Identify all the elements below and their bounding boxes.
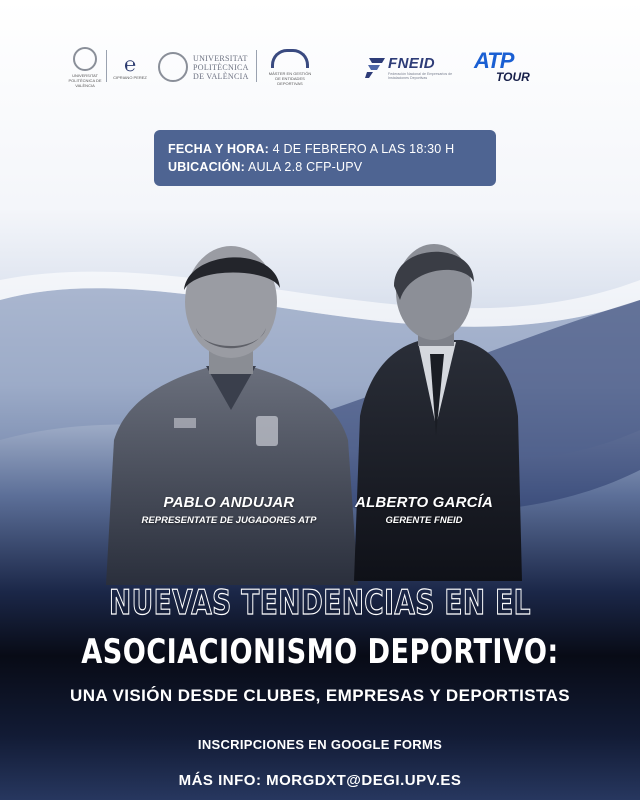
event-subtitle: UNA VISIÓN DESDE CLUBES, EMPRESAS Y DEPORTISTAS — [70, 686, 570, 705]
speaker-1-name: PABLO ANDUJAR — [163, 494, 295, 511]
atp-tour-logo — [474, 44, 546, 90]
upv-crest-big-icon — [158, 52, 188, 82]
speaker-2-photo — [352, 236, 522, 581]
cp-mark-icon: ℮ — [123, 53, 136, 76]
fneid-name: FNEID — [388, 54, 435, 72]
cp-logo — [112, 44, 148, 90]
more-info-text: MÁS INFO: MORGDXT@DEGI.UPV.ES — [178, 772, 462, 789]
master-label: MÁSTER EN GESTIÓN DE ENTIDADES DEPORTIVAS — [268, 70, 312, 86]
speaker-1-photo — [96, 240, 366, 585]
inscriptions-text: INSCRIPCIONES EN GOOGLE FORMS — [197, 737, 443, 752]
speaker-2-role: GERENTE FNEID — [385, 515, 463, 526]
event-info-box — [154, 130, 496, 186]
master-logo — [266, 44, 314, 90]
upv-line-3: DE VALÈNCIA — [193, 71, 249, 81]
date-row — [168, 140, 482, 158]
upv-line-1: UNIVERSITAT — [193, 53, 248, 63]
location-row — [168, 158, 482, 176]
upv-small-label: UNIVERSITAT POLITÈCNICA DE VALÈNCIA — [68, 72, 102, 88]
upv-crest-icon — [73, 47, 97, 71]
fneid-mark-icon — [365, 56, 385, 78]
speaker-1-role: REPRESENTATE DE JUGADORES ATP — [141, 515, 317, 526]
cp-label: CIPRIANO PEREZ — [113, 74, 147, 80]
event-title-line-1: NUEVAS TENDENCIAS EN EL — [109, 583, 531, 623]
location-value: AULA 2.8 CFP-UPV — [245, 160, 363, 174]
atp-tour-label: TOUR — [496, 70, 530, 84]
fneid-subtitle: Federación Nacional de Empresarios de Instalaciones Deportivas — [388, 71, 453, 80]
fneid-logo — [365, 44, 461, 90]
upv-line-2: POLITÈCNICA — [193, 62, 249, 72]
logos-bar — [60, 44, 550, 90]
arch-icon — [271, 49, 309, 68]
speaker-2-name: ALBERTO GARCÍA — [354, 494, 494, 511]
date-value: 4 DE FEBRERO A LAS 18:30 H — [269, 142, 455, 156]
location-label: UBICACIÓN: — [168, 160, 245, 174]
speaker-1-caption — [124, 494, 334, 526]
speaker-2-caption — [346, 494, 502, 526]
event-title-line-2: ASOCIACIONISMO DEPORTIVO: — [81, 632, 559, 672]
atp-wordmark: ATP — [474, 48, 514, 73]
logo-divider — [106, 50, 107, 82]
upv-logo — [158, 44, 250, 90]
logo-divider — [256, 50, 257, 82]
date-label: FECHA Y HORA: — [168, 142, 269, 156]
upv-logo-small — [68, 44, 102, 90]
